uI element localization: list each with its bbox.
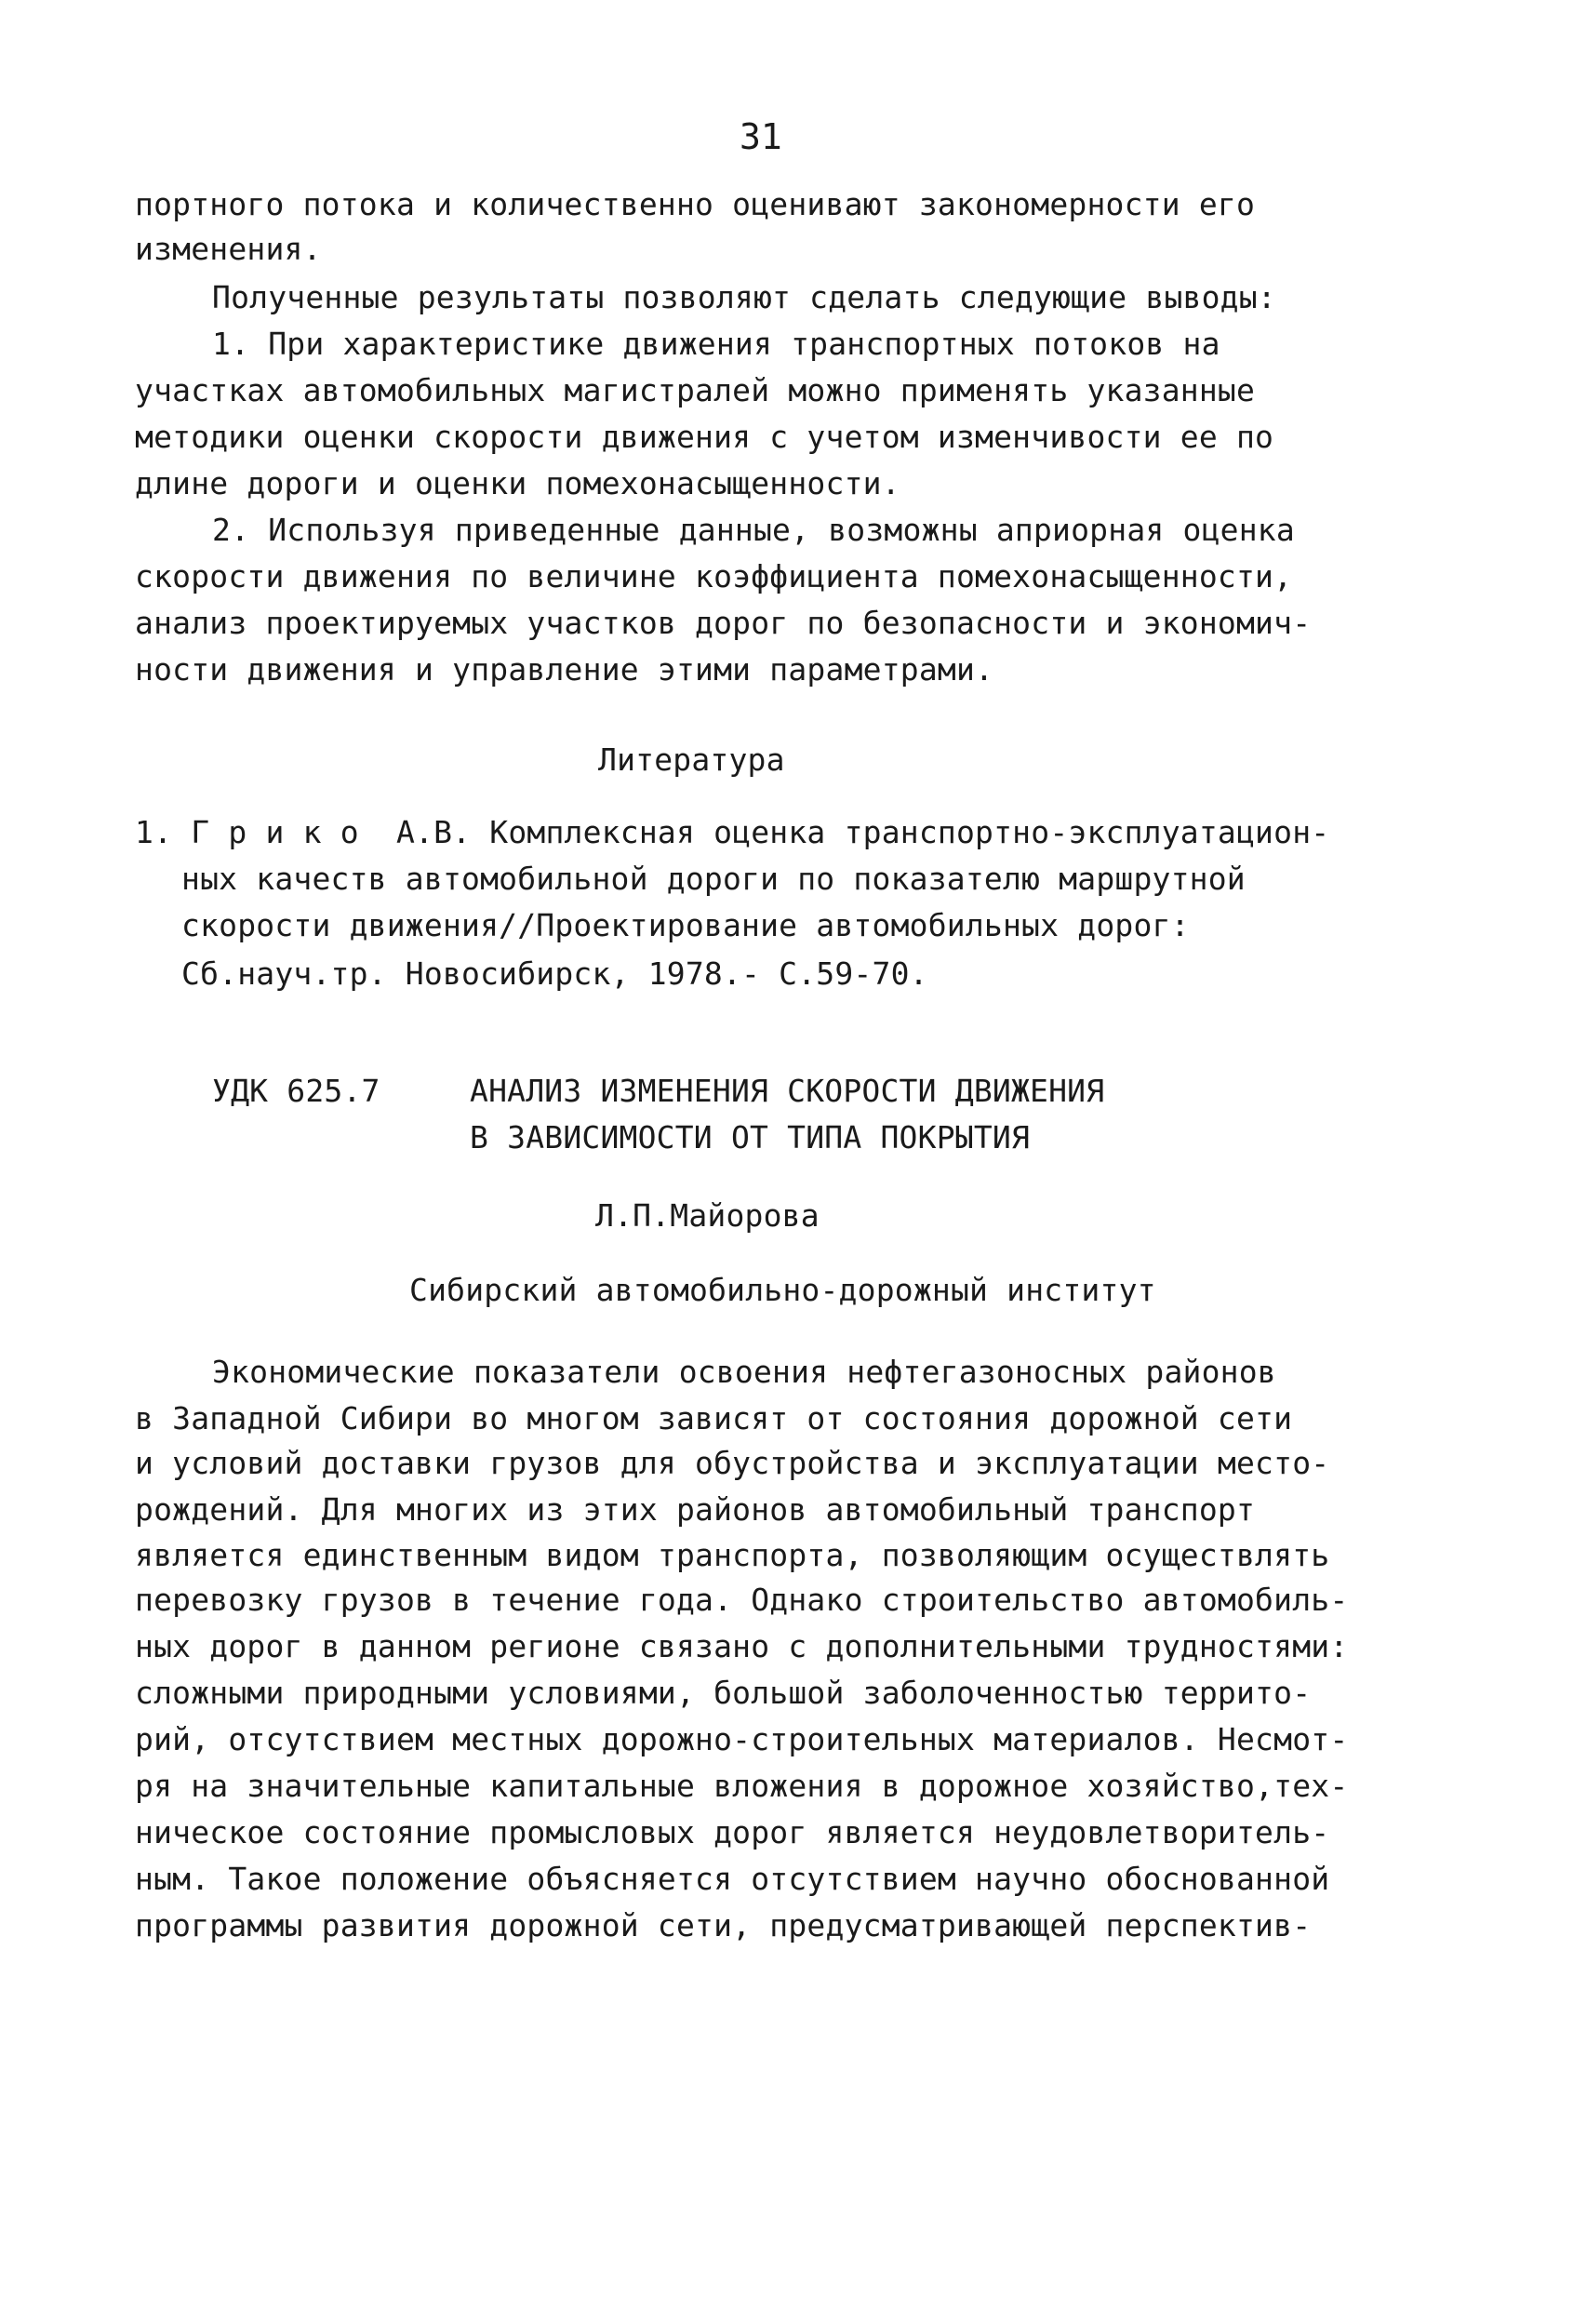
body-line: ря на значительные капитальные вложения в дорожное хозяйство,тех-: [135, 1768, 1349, 1804]
reference-line: скорости движения//Проектирование автомобильных дорог:: [181, 907, 1190, 943]
conclusion-line: скорости движения по величине коэффициента помехонасыщенности,: [135, 558, 1293, 594]
body-line: ных дорог в данном регионе связано с дополнительными трудностями:: [135, 1628, 1349, 1664]
article-title-line: АНАЛИЗ ИЗМЕНЕНИЯ СКОРОСТИ ДВИЖЕНИЯ: [470, 1073, 1105, 1109]
body-line: и условий доставки грузов для обустройства и эксплуатации место-: [135, 1445, 1330, 1481]
body-line: перевозку грузов в течение года. Однако строительство автомобиль-: [135, 1582, 1349, 1618]
body-line: в Западной Сибири во многом зависят от состояния дорожной сети: [135, 1400, 1293, 1436]
results-intro: Полученные результаты позволяют сделать следующие выводы:: [212, 279, 1276, 315]
conclusion-line: 2. Используя приведенные данные, возможны априорная оценка: [212, 512, 1295, 548]
author: Л.П.Майорова: [595, 1197, 820, 1234]
paragraph-line: изменения.: [135, 231, 322, 267]
udk-code: УДК 625.7: [212, 1073, 380, 1109]
conclusion-line: участках автомобильных магистралей можно применять указанные: [135, 372, 1256, 408]
body-line: программы развития дорожной сети, предусматривающей перспектив-: [135, 1907, 1312, 1943]
reference-line: ных качеств автомобильной дороги по показателю маршрутной: [181, 861, 1246, 897]
body-line: является единственным видом транспорта, позволяющим осуществлять: [135, 1537, 1330, 1573]
body-line: рий, отсутствием местных дорожно-строительных материалов. Несмот-: [135, 1721, 1349, 1757]
article-title-line: В ЗАВИСИМОСТИ ОТ ТИПА ПОКРЫТИЯ: [470, 1119, 1031, 1155]
reference-line: 1. Г р и к о А.В. Комплексная оценка транспортно-эксплуатацион-: [135, 814, 1330, 850]
conclusion-line: методики оценки скорости движения с учетом изменчивости ее по: [135, 419, 1274, 455]
conclusion-line: 1. При характеристике движения транспортных потоков на: [212, 326, 1220, 362]
conclusion-line: длине дороги и оценки помехонасыщенности.: [135, 465, 900, 501]
paragraph-line: портного потока и количественно оценивают закономерности его: [135, 186, 1256, 222]
body-line: ным. Такое положение объясняется отсутствием научно обоснованной: [135, 1861, 1330, 1897]
body-line: Экономические показатели освоения нефтегазоносных районов: [212, 1354, 1276, 1390]
body-line: рождений. Для многих из этих районов автомобильный транспорт: [135, 1491, 1256, 1528]
body-line: ническое состояние промысловых дорог является неудовлетворитель-: [135, 1814, 1330, 1850]
conclusion-line: анализ проектируемых участков дорог по безопасности и экономич-: [135, 605, 1312, 641]
institution: Сибирский автомобильно-дорожный институт: [409, 1272, 1156, 1308]
page-number: 31: [740, 116, 782, 157]
reference-line: Сб.науч.тр. Новосибирск, 1978.- С.59-70.: [181, 955, 928, 992]
references-heading: Литература: [598, 741, 785, 778]
body-line: сложными природными условиями, большой заболоченностью террито-: [135, 1675, 1312, 1711]
conclusion-line: ности движения и управление этими параметрами.: [135, 651, 994, 688]
